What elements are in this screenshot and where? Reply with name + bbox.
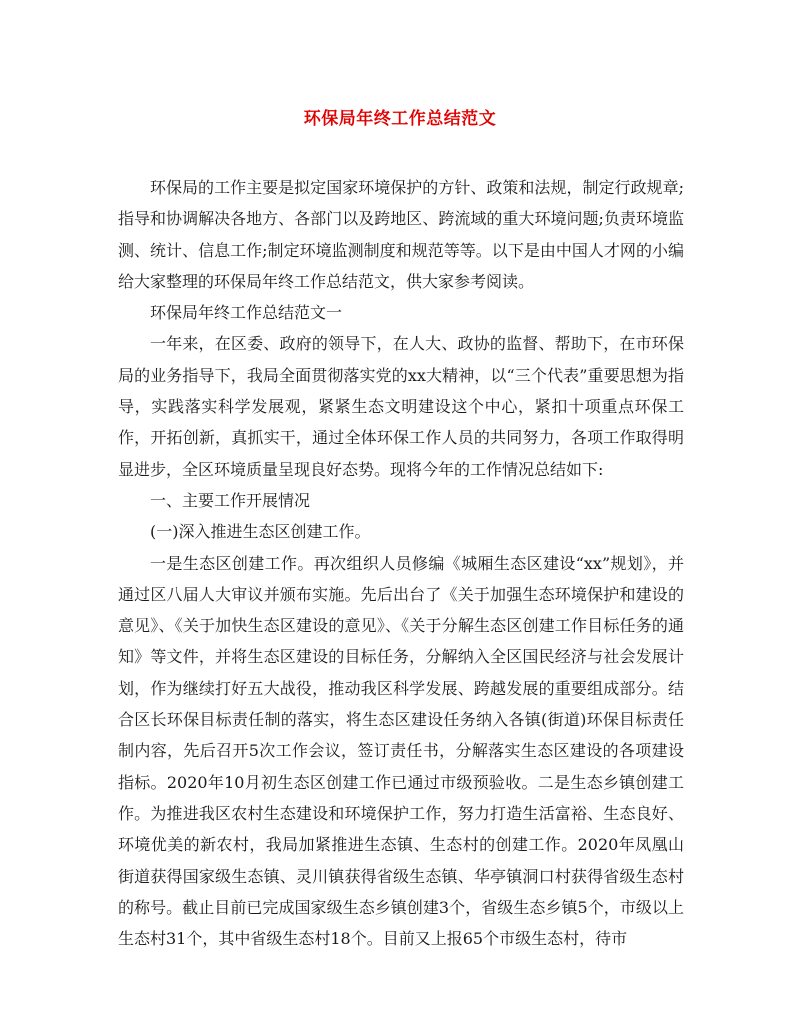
paragraph-intro: 环保局的工作主要是拟定国家环境保护的方针、政策和法规，制定行政规章;指导和协调解决各地方、各部门以及跨地区、跨流域的重大环境问题;负责环境监测、统计、信息工作;制定环境监测制度和规范等等。以下是由中国人才网的小编给大家整理的环保局年终工作总结范文，供大家参考阅读。 <box>118 178 684 291</box>
section-heading-main-work: 一、主要工作开展情况 <box>150 490 311 510</box>
paragraph-eco-district-detail: 一是生态区创建工作。再次组织人员修编《城厢生态区建设“xx”规划》，并通过区八届人大审议并颁布实施。先后出台了《关于加强生态环境保护和建设的意见》、《关于加快生态区建设的意见》、《关于分解生态区创建工作目标任务的通知》等文件，并将生态区建设的目标任务，分解纳入全区国民经济与社会发展计划，作为继续打好五大战役，推动我区科学发展、跨越发展的重要组成部分。结合区长环保目标责任制的落实，将生态区建设任务纳入各镇(街道)环保目标责任制内容，先后召开5次工作会议，签订责任书，分解落实生态区建设的各项建设指标。2020年10月初生态区创建工作已通过市级预验收。二是生态乡镇创建工作。为推进我区农村生态建设和环境保护工作，努力打造生活富裕、生态良好、环境优美的新农村，我局加紧推进生态镇、生态村的创建工作。2020年凤凰山街道获得国家级生态镇、灵川镇获得省级生态镇、华亭镇洞口村获得省级生态村的称号。截止目前已完成国家级生态乡镇创建3个，省级生态乡镇5个，市级以上生态村31个，其中省级生态村18个。目前又上报65个市级生态村，待市 <box>118 553 684 949</box>
document-body <box>118 172 684 954</box>
paragraph-overview: 一年来，在区委、政府的领导下，在人大、政协的监督、帮助下，在市环保局的业务指导下，我局全面贯彻落实党的xx大精神，以“三个代表”重要思想为指导，实践落实科学发展观，紧紧生态文明建设这个中心，紧扣十项重点环保工作，开拓创新，真抓实干，通过全体环保工作人员的共同努力，各项工作取得明显进步，全区环境质量呈现良好态势。现将今年的工作情况总结如下: <box>118 334 684 479</box>
document-title: 环保局年终工作总结范文 <box>303 109 497 129</box>
subsection-heading-eco-district: (一)深入推进生态区创建工作。 <box>150 522 371 542</box>
section-heading-sample-one: 环保局年终工作总结范文一 <box>150 303 343 323</box>
